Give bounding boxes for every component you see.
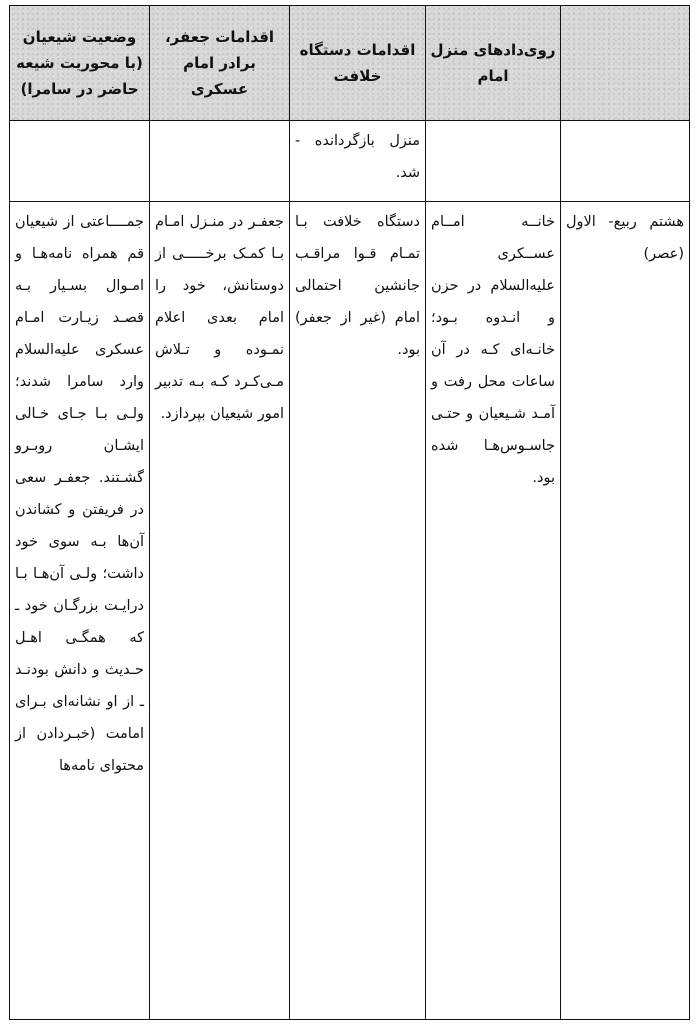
cell-date: هشتم ربیع- الاول (عصر): [561, 202, 690, 1020]
header-jafar-actions: اقدامات جعفر، برادر امام عسکری: [150, 6, 290, 121]
table-row: [10, 121, 690, 202]
cell-date: [561, 121, 690, 202]
cell-jafar-actions: [150, 121, 290, 202]
cell-shia-status: [10, 121, 150, 202]
cell-house-events: خانــه امــام عســکری علیه‌السلام در حزن و انـدوه بـود؛ خانـه‌ای کـه در آن ساعات محل رفت و آمـد شـیعیان و حتـی جاسـوس‌هـا شده بود.: [426, 202, 561, 1020]
cell-jafar-actions: جعفـر در منـزل امـام بـا کمـک برخـــــی از دوستانش، خود را امام بعدی اعلام نمـوده و تـلاش مـی‌کـرد کـه بـه تدبیر امور شیعیان بپردازد.: [150, 202, 290, 1020]
header-date: [561, 6, 690, 121]
events-table: [9, 5, 690, 1020]
header-caliphate-actions: اقدامات دستگاه خلافت: [290, 6, 426, 121]
cell-caliphate-actions: منزل بازگردانده - شد.: [290, 121, 426, 202]
cell-caliphate-actions: دستگاه خلافت بـا تمـام قـوا مراقـب جانشین احتمالی امام (غیر از جعفر) بود.: [290, 202, 426, 1020]
cell-shia-status: جمــــاعتی از شیعیان قم همراه نامه‌هـا و امـوال بسـیار بـه قصـد زیـارت امـام عسکری علیه‌السلام وارد سامرا شدند؛ ولـی بـا جـای خـالی ایشـان روبـرو گشـتند. جعفـر سعی در فریفتن و کشاندن آن‌ها بـه سوی خود داشت؛ ولـی آن‌هـا بـا درایـت بزرگـان خود ـ که همگـی اهـل حـدیث و دانش بودنـد ـ از او نشانه‌ای بـرای امامت (خبـردادن از محتوای نامه‌ها: [10, 202, 150, 1020]
table-row: [10, 202, 690, 1020]
table-header-row: [10, 6, 690, 121]
header-shia-status: وضعیت شیعیان (با محوریت شیعه حاضر در سامرا): [10, 6, 150, 121]
header-house-events: روی‌دادهای منزل امام: [426, 6, 561, 121]
cell-house-events: [426, 121, 561, 202]
